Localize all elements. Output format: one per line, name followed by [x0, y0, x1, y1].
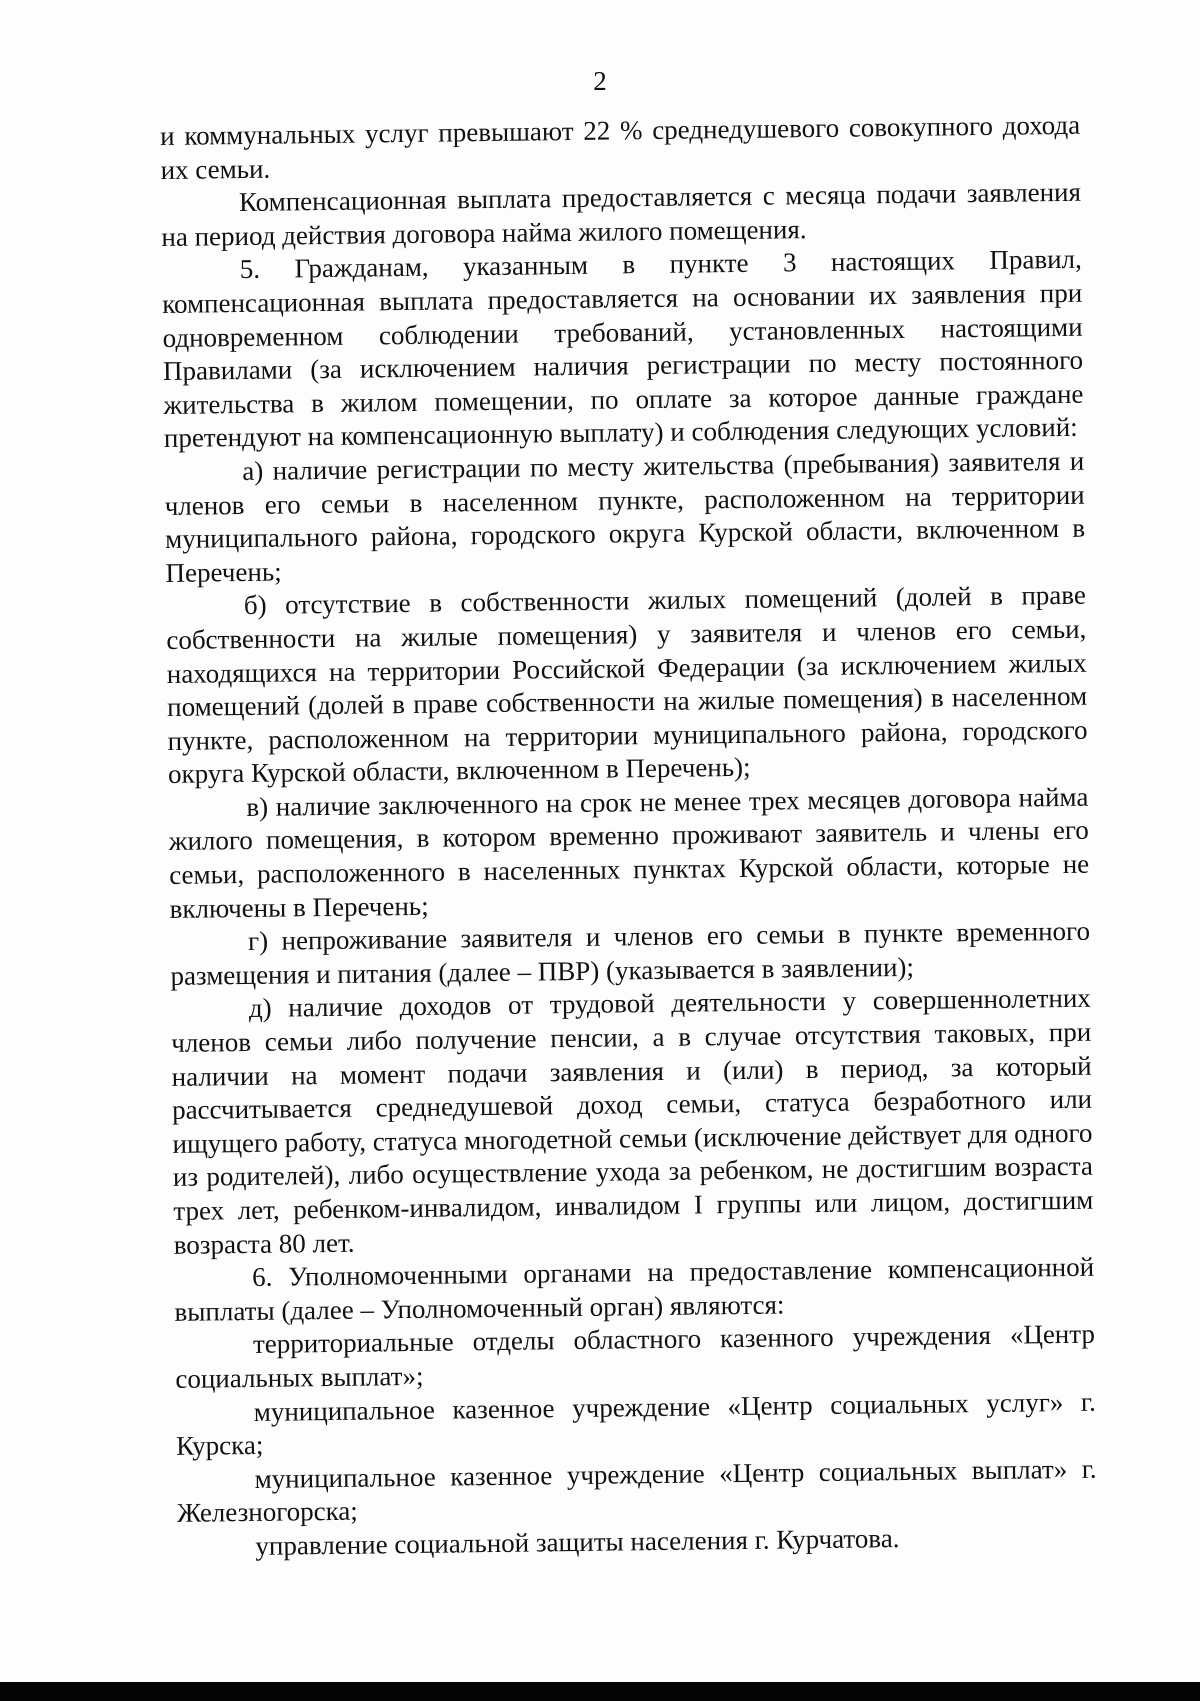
paragraph-subclause-d: д) наличие доходов от трудовой деятельности у совершеннолетних членов семьи либо получение пенсии, а в случае отсутствия таковых, при наличии на момент подачи заявления и (или) в период, за который рассчитывается среднедушевой доход семьи, статуса безработного или ищущего работу, статуса многодетной семьи (исключение действует для одного из родителей), либо осуществление ухода за ребенком, не достигшим возраста трех лет, ребенком-инвалидом, инвалидом I группы или лицом, достигшим возраста 80 лет.: [171, 983, 1094, 1260]
paragraph-organ-kursk: муниципальное казенное учреждение «Центр социальных услуг» г. Курска;: [176, 1386, 1096, 1462]
document-body: [160, 109, 1098, 1565]
paragraph-compensation-period: Компенсационная выплата предоставляется с месяца подачи заявления на период действия договора найма жилого помещения.: [161, 176, 1082, 252]
paragraph-clause-6: 6. Уполномоченными органами на предоставление компенсационной выплаты (далее – Уполномоченный орган) являются:: [174, 1251, 1095, 1327]
scan-bottom-edge: [0, 1682, 1200, 1701]
paragraph-subclause-a: а) наличие регистрации по месту жительства (пребывания) заявителя и членов его семьи в населенном пункте, расположенном на территории муниципального района, городского округа Курской области, включенном в Перечень;: [164, 445, 1086, 588]
paragraph-continuation: и коммунальных услуг превышают 22 % среднедушевого совокупного дохода их семьи.: [160, 109, 1081, 185]
paragraph-subclause-b: б) отсутствие в собственности жилых помещений (долей в праве собственности на жилые помещения) у заявителя и членов его семьи, находящихся на территории Российской Федерации (за исключением жилых помещений (долей в праве собственности на жилые помещения) в населенном пункте, расположенном на территории муниципального района, городского округа Курской области, включенном в Перечень);: [166, 580, 1088, 790]
page-number: 2: [593, 66, 607, 96]
paragraph-organ-zheleznogorsk: муниципальное казенное учреждение «Центр социальных выплат» г. Железногорска;: [176, 1453, 1097, 1529]
paragraph-subclause-v: в) наличие заключенного на срок не менее трех месяцев договора найма жилого помещения, в котором временно проживают заявитель и члены его семьи, расположенного в населенных пунктах Курской области, которые не включены в Перечень;: [168, 781, 1090, 924]
paragraph-organ-territorial: территориальные отделы областного казенного учреждения «Центр социальных выплат»;: [175, 1319, 1096, 1394]
paragraph-subclause-g: г) непроживание заявителя и членов его семьи в пункте временного размещения и питания (далее – ПВР) (указывается в заявлении);: [170, 915, 1091, 991]
paragraph-organ-kurchatov: управление социальной защиты населения г. Курчатова.: [255, 1523, 900, 1561]
paragraph-clause-5: 5. Гражданам, указанным в пункте 3 настоящих Правил, компенсационная выплата предоставляется на основании их заявления при одновременном соблюдении требований, установленных настоящими Правилами (за исключением наличия регистрации по месту постоянного жительства в жилом помещении, по оплате за которое данные граждане претендуют на компенсационную выплату) и соблюдения следующих условий:: [162, 244, 1084, 454]
